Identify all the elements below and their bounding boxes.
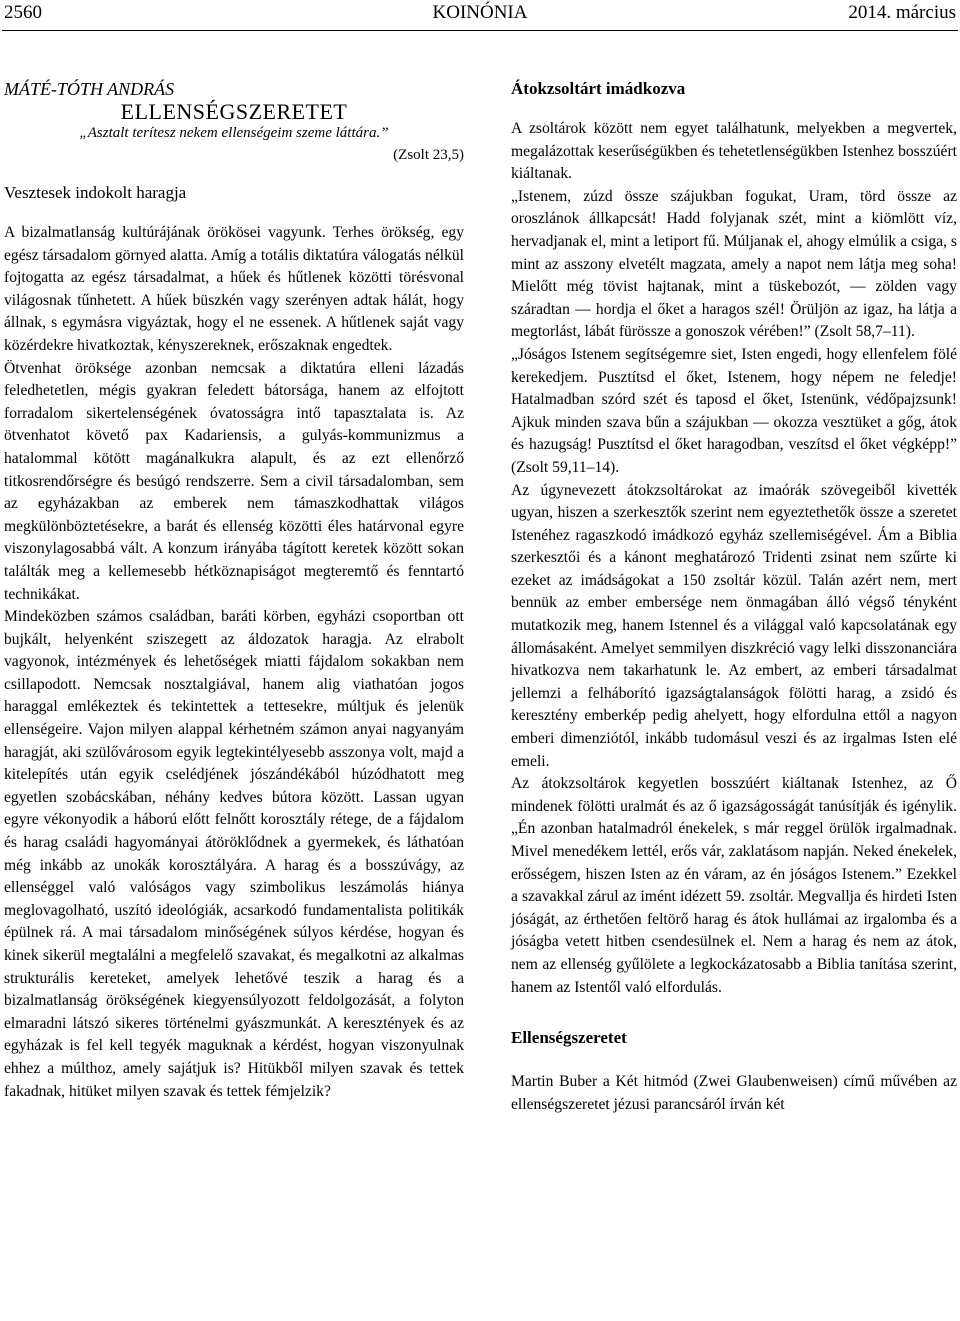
motto-reference: (Zsolt 23,5) — [393, 147, 464, 163]
paragraph: A bizalmatlanság kultúrájának örökösei vagyunk. Terhes örökség, egy egész társadalom görnyed alatta. Amíg a totális diktatúra válogatás nélkül fojtogatta az egész társadalmat, a hűek és hűtlenek közötti törésvonal világosnak tűnhetett. A hűek büszkén vagy szerényen adtak hálát, hogy állnak, s egymásra vigyáztak, hogy el ne essenek. A hűtlenek saját vagy közérdekre hivatkoztak, kényszereknek, erőszaknak engedtek. — [4, 224, 464, 354]
paragraph: Az átokzsoltárok kegyetlen bosszúért kiáltanak Istenhez, az Ő mindenek fölötti uralmát és az ő igazságosságát tanúsítják és igénylik. „Én azonban hatalmadról énekelek, s már reggel örülök irgalmadnak. Mivel menedékem lettél, erős vár, zaklatásom napján. Neked énekelek, erősségem, hiszen Isten az én váram, az én jóságos Istenem.” Ezekkel a szavakkal zárul az imént idézett 59. zsoltár. Megvallja és hirdeti Isten jóságát, az érthetően feltörő harag és átok hullámai az irgalomba és a jóságba vetett hitben csendesülnek el. Nem a harag és nem az átok, nem az ellenség gyűlölete a legkockázatosabb a Biblia tanítása szerint, hanem az Istentől való elfordulás. — [511, 775, 957, 996]
right-column — [511, 78, 957, 1116]
paragraph: Ötvenhat öröksége azonban nemcsak a diktatúra elleni lázadás feledhetetlen, mégis gyakran feledett bátorsága, hanem az elfojtott forradalom sikertelenségének óvatosságra intő tapasztalata is. Az ötvenhatot követő pax Kadariensis, a gulyás-kommunizmus a hatalommal kötött magánalkukra alapult, és az ezt ellenőrző titkosrendőrségre és besúgó rendszerre. Sem a civil társadalomban, sem az egyházakban az emberek nem támaszkodhattak világos megkülönböztetésekre, a barát és ellenség közötti éles határvonal egyre viszonylagosabbá vált. A konzum irányába tágított keretek között sokan találták meg a kellemesebb hétköznapiságot megteremtő és fenntartó technikákat. — [4, 359, 464, 603]
paragraph: Az úgynevezett átokzsoltárokat az imaórák szövegeiből kivették ugyan, hiszen a szerkesztők szerint nem egyeztethetők össze a szeretet Istenéhez ragaszkodó imádkozó egyház szellemiségével. Ám a Biblia szerkesztői és a kánont meghatározó Tridenti zsinat nem szűrte ki ezeket az imádságokat a 150 zsoltár közül. Talán azért nem, mert bennük az ember embersége nem önmagában álló végső tényként mutatkozik meg, hanem Istennel és a világgal való kapcsolatának egy állomásaként. Amelyet semmilyen diszkréció vagy lelki disszonanciára hivatkozva nem takarhatunk le. Az embert, az emberi társadalmat jellemzi a felháborító igazságtalanságok fölötti harag, a zsidó és keresztény emberkép pedig ahelyett, hogy elfordulna ettől a nagyon emberi dimenziótól, inkább tudomásul veszi és az irgalmas Isten elé emeli. — [511, 481, 957, 770]
article-author: MÁTÉ-TÓTH ANDRÁS — [4, 79, 175, 99]
paragraph: Martin Buber a Két hitmód (Zwei Glaubenweisen) című művében az ellenségszeretet jézusi parancsáról írván két — [511, 1073, 957, 1113]
section-subtitle-right: Átokzsoltárt imádkozva — [511, 79, 686, 98]
article-title: ELLENSÉGSZERETET — [120, 99, 348, 124]
left-column — [4, 78, 464, 1103]
paragraph: A zsoltárok között nem egyet találhatunk, melyekben a megvertek, megalázottak keserűségükben és tehetetlenségükben Istenhez bosszúért kiáltanak. — [511, 120, 957, 183]
page-number: 2560 — [4, 2, 42, 23]
issue-date: 2014. március — [848, 2, 956, 23]
psalm-quote: „Jóságos Istenem segítségemre siet, Isten engedi, hogy ellenfelem fölé kerekedjem. Pusztítsd el őket, Istenem, hogy népem ne feledje! Hatalmadban szórd szét és taposd el őket, Istenünk, védőpajzsunk! Ajkuk minden szava bűn a szájukban — okozza vesztüket a gőg, átok és hazugság! Pusztítsd el őket haragodban, veszítsd el őket végképp!” (Zsolt 59,11–14). — [511, 345, 957, 476]
section-subtitle-love: Ellenségszeretet — [511, 1028, 627, 1048]
article-motto: „Asztalt terítesz nekem ellenségeim szeme láttára.” — [79, 125, 389, 141]
page-header — [0, 0, 960, 30]
paragraph: Mindeközben számos családban, baráti körben, egyházi csoportban ott bujkált, helyenként sziszegett az áldozatok haragja. Az elrabolt vagyonok, intézmények és lehetőségek miatti fájdalom sokakban nem csillapodott. Nemcsak nosztalgiával, hanem alig viathatóan jogos haraggal emlékeztek és tekintettek a tettesekre, múltjuk és jelenük ellenségeire. Vajon milyen alappal kérhetném számon anyai nagyanyám haragját, aki szülővárosom egyik legtekintélyesebb asszonya volt, majd a kitelepítés után egyik cselédjének jószándékából húzódhatott meg egyetlen szobácskában, néhány kedves bútora között. Lassan ugyan egyre vékonyodik a háború előtt felnőtt korosztály rétege, de a fájdalom és harag családi hagyományai átöröklődnek a gyermekek, és láthatóan még inkább az unokák korosztályára. A harag és a bosszúvágy, az ellenséggel való valóságos vagy szimbolikus leszámolás hiánya meglovagolható, uszító ideológiák, acsarkodó fundamentalista politikák épülnek rá. A mai társadalom minőségének súlyos kérdése, hogyan és kinek sikerül megtalálni a megfelelő szavakat, és megalkotni az alkalmas strukturális kereteket, amelyek lehetővé teszik a harag és a bizalmatlanság örökségének kiegyensúlyozott feldolgozását, a folyton elmaradni látszó sikeres történelmi gyászmunkát. A keresztények és az egyházak is fel kell tegyék maguknak a kérdést, hogyan viszonyulnak ehhez a múlthoz, amely sajátjuk is? Hitükből milyen szavak és tettek fakadnak, hitüket milyen szavak és tettek fémjelzik? — [4, 608, 464, 1100]
psalm-quote: „Istenem, zúzd össze szájukban fogukat, Uram, törd össze az oroszlánok állkapcsát! Hadd folyjanak szét, mint a kiömlött víz, hervadjanak el, mint a letiport fű. Múljanak el, ahogy elmúlik a csiga, s mint az asszony elvetélt magzata, amely a napot nem látja meg soha! Mielőtt még tövist hajtanak, mint a tüskebozót, — zölden vagy száradtan — hordja el őket a haragos szél! Örüljön az igaz, ha látja a megtorlást, lábát fürössze a gonoszok vérében!” (Zsolt 58,7–11). — [511, 187, 957, 341]
header-rule — [2, 30, 958, 31]
section-subtitle-left: Vesztesek indokolt haragja — [4, 183, 187, 202]
journal-title: KOINÓNIA — [432, 2, 528, 23]
